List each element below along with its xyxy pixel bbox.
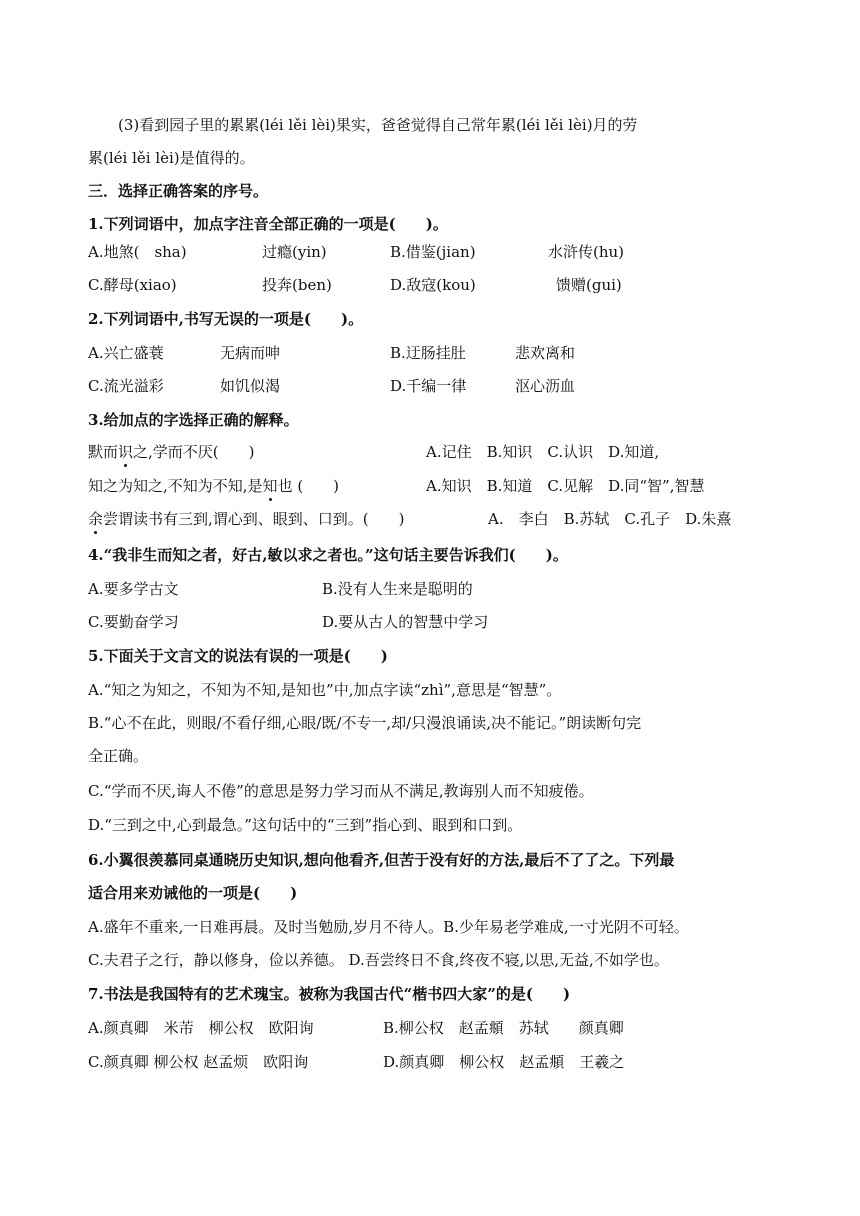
q4-option-c: C.要勤奋学习 (88, 613, 179, 631)
q3-item2 (88, 475, 339, 497)
q1-option-c1: C.酵母(xiao) (88, 276, 177, 294)
q3-item1-dotted-char: 识 (118, 443, 134, 461)
q5-option-b-line1: B.“心不在此，则眼/不看仔细,心眼/既/不专一,却/只漫浪诵读,决不能记。”朗读断句完 (88, 714, 642, 732)
q7-option-c: C.颜真卿 柳公权 赵孟烦 欧阳询 (88, 1053, 309, 1071)
q3-item2-dotted-char: 知 (262, 477, 278, 495)
q3-item3-suffix: 尝谓读书有三到,谓心到、眼到、口到。( ) (103, 510, 405, 528)
q3-item3-dotted-char: 余 (88, 510, 104, 528)
q1-option-d1: D.敌寇(kou) (390, 276, 476, 294)
q6-stem-line1: 6.小翼很羡慕同桌通晓历史知识,想向他看齐,但苦于没有好的方法,最后不了了之。下列最 (88, 851, 675, 869)
q3-stem: 3.给加点的字选择正确的解释。 (88, 411, 299, 429)
q2-option-c1: C.流光溢彩 (88, 377, 164, 395)
q3-item1-suffix: 之,学而不厌( ) (133, 443, 255, 461)
q5-option-b-line2: 全正确。 (88, 747, 149, 765)
section-title: 三．选择正确答案的序号。 (88, 182, 269, 200)
q3-item1-prefix: 默而 (88, 443, 119, 461)
q5-option-a: A.“知之为知之，不知为不知,是知也”中,加点字读“zhì”,意思是“智慧”。 (88, 681, 562, 699)
q3-item2-suffix: 也 ( ) (277, 477, 340, 495)
q7-stem: 7.书法是我国特有的艺术瑰宝。被称为我国古代“楷书四大家”的是( ) (88, 985, 571, 1003)
q7-option-a: A.颜真卿 米芾 柳公权 欧阳询 (88, 1019, 314, 1037)
q3-item2-options: A.知识 B.知道 C.见解 D.同“智”,智慧 (426, 477, 705, 495)
q4-option-b: B.没有人生来是聪明的 (322, 580, 473, 598)
q1-option-c2: 投奔(ben) (262, 276, 332, 294)
q6-options-ab: A.盛年不重来,一日难再晨。及时当勉励,岁月不待人。B.少年易老学难成,一寸光阴不可轻。 (88, 918, 689, 936)
q6-options-cd: C.夫君子之行，静以修身，俭以养德。 D.吾尝终日不食,终夜不寝,以思,无益,不如学也。 (88, 951, 669, 969)
q3-item2-prefix: 知之为知之,不知为不知,是 (88, 477, 263, 495)
q1-option-a2: 过瘾(yin) (262, 243, 327, 261)
q2-option-d1: D.千编一律 (390, 377, 467, 395)
q3-item1 (88, 441, 255, 463)
q2-option-b2: 悲欢离和 (515, 344, 576, 362)
q2-part3-line1: (3)看到园子里的累累(léi lěi lèi)果实，爸爸觉得自己常年累(léi lěi lèi)月的劳 (118, 116, 638, 134)
q5-option-d: D.“三到之中,心到最急。”这句话中的“三到”指心到、眼到和口到。 (88, 816, 523, 834)
q4-option-a: A.要多学古文 (88, 580, 179, 598)
q1-option-b1: B.借鉴(jian) (390, 243, 476, 261)
q3-item3-options: A. 李白 B.苏轼 C.孔子 D.朱熹 (488, 510, 732, 528)
q1-option-a1: A.地煞( sha) (88, 243, 187, 261)
q2-option-a2: 无病而呻 (220, 344, 281, 362)
q4-stem: 4.“我非生而知之者，好古,敏以求之者也。”这句话主要告诉我们( )。 (88, 546, 568, 564)
q2-stem: 2.下列词语中,书写无误的一项是( )。 (88, 310, 364, 328)
q1-option-b2: 水浒传(hu) (548, 243, 625, 261)
q4-option-d: D.要从古人的智慧中学习 (322, 613, 489, 631)
q2-part3-line2: 累(léi lěi lèi)是值得的。 (88, 149, 255, 167)
q2-option-d2: 沤心沥血 (515, 377, 576, 395)
q2-option-c2: 如饥似渴 (220, 377, 281, 395)
q2-option-a1: A.兴亡盛蓑 (88, 344, 164, 362)
q6-stem-line2: 适合用来劝诫他的一项是( ) (88, 884, 298, 902)
q3-item3 (88, 508, 405, 530)
q5-option-c: C.“学而不厌,诲人不倦”的意思是努力学习而从不满足,教诲别人而不知疲倦。 (88, 782, 594, 800)
q7-option-b: B.柳公权 赵孟頫 苏轼 颜真卿 (383, 1019, 624, 1037)
q7-option-d: D.颜真卿 柳公权 赵孟頫 王羲之 (383, 1053, 625, 1071)
q1-stem: 1.下列词语中，加点字注音全部正确的一项是( )。 (88, 215, 448, 233)
q3-item1-options: A.记住 B.知识 C.认识 D.知道, (426, 443, 660, 461)
q5-stem: 5.下面关于文言文的说法有误的一项是( ) (88, 647, 388, 665)
q1-option-d2: 馈赠(gui) (556, 276, 622, 294)
q2-option-b1: B.迂肠挂肚 (390, 344, 466, 362)
